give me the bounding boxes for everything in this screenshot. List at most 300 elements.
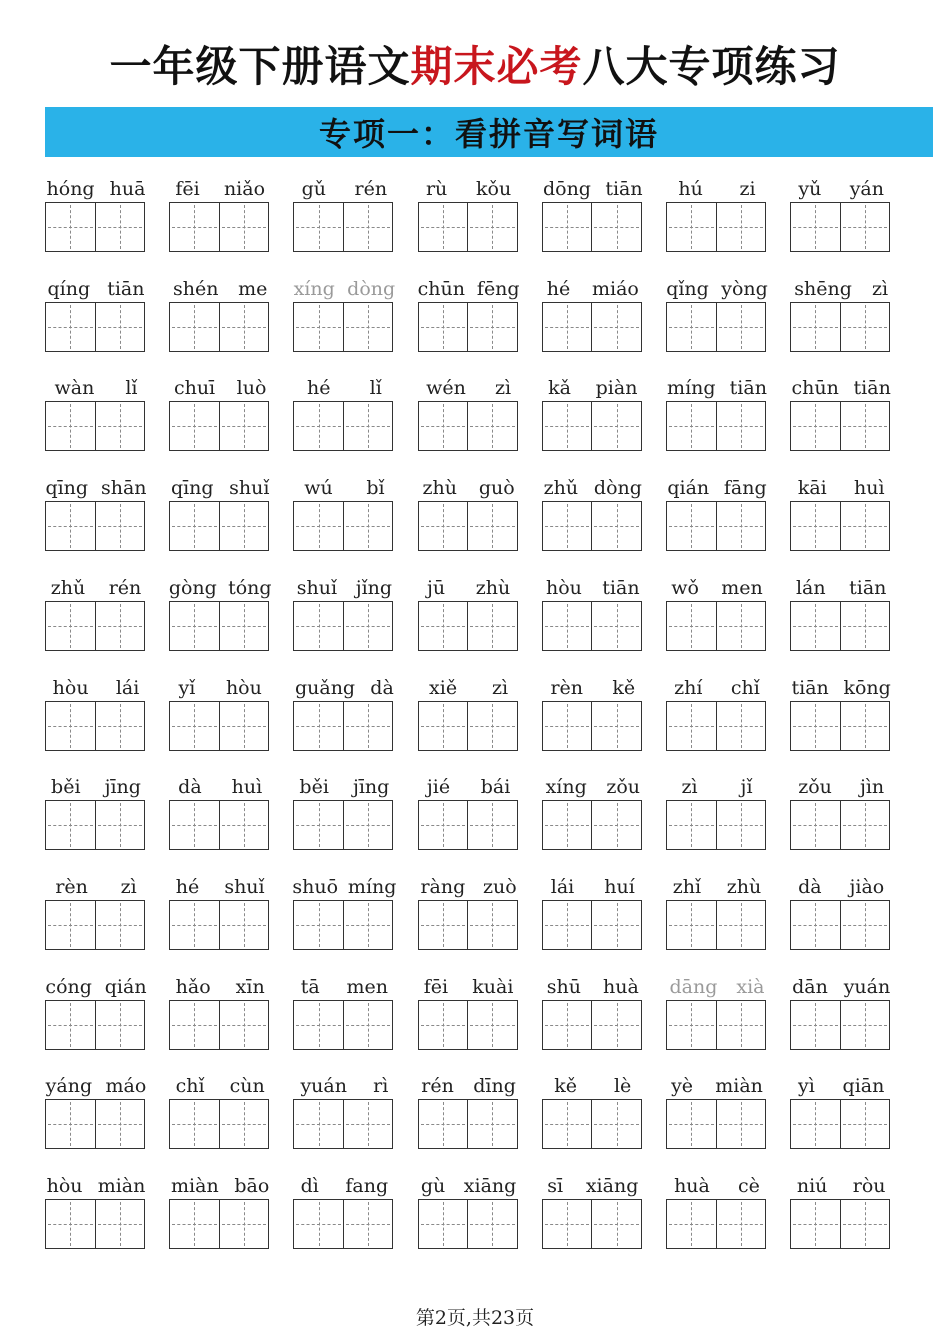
tian-zi-ge-box[interactable] <box>294 303 343 351</box>
pinyin-syllable: qián <box>104 975 147 998</box>
tian-zi-ge-box[interactable] <box>219 1100 269 1148</box>
pinyin-syllable: guǎng <box>294 676 356 699</box>
tian-zi-ge-box[interactable] <box>591 1100 641 1148</box>
pinyin-syllable: huà <box>674 1175 710 1197</box>
pinyin-label <box>660 675 774 701</box>
tian-zi-ge-box[interactable] <box>716 801 766 849</box>
tian-zi-ge-box[interactable] <box>170 901 219 949</box>
tian-zi-ge-box[interactable] <box>840 702 890 750</box>
tian-zi-ge-box[interactable] <box>543 1100 592 1148</box>
tian-zi-ge-box[interactable] <box>791 1100 840 1148</box>
tian-zi-ge-box[interactable] <box>716 702 766 750</box>
word-cell <box>666 770 768 856</box>
tian-zi-ge-box[interactable] <box>667 801 716 849</box>
title-part-2: 八大专项练习 <box>582 42 841 91</box>
pinyin-syllable: cóng <box>45 975 92 998</box>
pinyin-syllable: jiào <box>849 875 885 898</box>
pinyin-syllable: fāng <box>723 477 767 500</box>
word-cell <box>169 471 271 557</box>
tian-zi-ge-box[interactable] <box>543 1001 592 1049</box>
tian-zi-ge-box[interactable] <box>95 303 145 351</box>
tian-zi-ge-box[interactable] <box>840 602 890 650</box>
word-cell <box>666 970 768 1056</box>
pinyin-syllable: běi <box>51 776 81 799</box>
pinyin-syllable: chǐ <box>175 1075 205 1098</box>
pinyin-label <box>39 1073 153 1099</box>
word-row <box>45 471 905 557</box>
pinyin-syllable: shuǐ <box>224 875 265 898</box>
tian-zi-ge-box[interactable] <box>467 1001 517 1049</box>
tian-zi-ge-box[interactable] <box>591 602 641 650</box>
pinyin-syllable: zì <box>681 776 698 799</box>
pinyin-syllable: yáng <box>45 1075 93 1098</box>
tian-zi-ge-box[interactable] <box>791 303 840 351</box>
tian-zi-ge-pair <box>418 1099 518 1149</box>
tian-zi-ge-box[interactable] <box>667 203 716 251</box>
pinyin-syllable: kuài <box>472 975 514 998</box>
tian-zi-ge-box[interactable] <box>591 901 641 949</box>
word-cell <box>418 571 520 657</box>
pinyin-label <box>287 874 401 900</box>
tian-zi-ge-box[interactable] <box>591 502 641 550</box>
tian-zi-ge-box[interactable] <box>170 303 219 351</box>
tian-zi-ge-box[interactable] <box>219 1001 269 1049</box>
tian-zi-ge-box[interactable] <box>219 702 269 750</box>
tian-zi-ge-box[interactable] <box>543 702 592 750</box>
tian-zi-ge-box[interactable] <box>591 1001 641 1049</box>
tian-zi-ge-box[interactable] <box>467 702 517 750</box>
pinyin-syllable: zhù <box>422 477 457 500</box>
tian-zi-ge-box[interactable] <box>467 602 517 650</box>
tian-zi-ge-box[interactable] <box>667 1200 716 1248</box>
tian-zi-ge-box[interactable] <box>543 1200 592 1248</box>
tian-zi-ge-pair <box>542 800 642 850</box>
word-cell <box>45 571 147 657</box>
tian-zi-ge-box[interactable] <box>219 303 269 351</box>
tian-zi-ge-box[interactable] <box>791 602 840 650</box>
word-cell <box>542 371 644 457</box>
tian-zi-ge-box[interactable] <box>716 1100 766 1148</box>
pinyin-syllable: rèn <box>55 875 88 898</box>
tian-zi-ge-box[interactable] <box>667 303 716 351</box>
word-cell <box>542 571 644 657</box>
tian-zi-ge-pair <box>666 1099 766 1149</box>
tian-zi-ge-box[interactable] <box>419 402 468 450</box>
tian-zi-ge-box[interactable] <box>95 1200 145 1248</box>
tian-zi-ge-box[interactable] <box>343 502 393 550</box>
tian-zi-ge-box[interactable] <box>667 1001 716 1049</box>
pinyin-syllable: chūn <box>791 377 839 400</box>
pinyin-syllable: zhù <box>726 875 762 898</box>
word-cell <box>45 471 147 557</box>
pinyin-syllable: xiāng <box>585 1175 639 1197</box>
pinyin-syllable: xiě <box>429 676 458 699</box>
word-cell <box>790 571 892 657</box>
word-cell <box>418 671 520 757</box>
pinyin-label <box>163 974 277 1000</box>
tian-zi-ge-box[interactable] <box>95 1100 145 1148</box>
tian-zi-ge-box[interactable] <box>591 303 641 351</box>
tian-zi-ge-box[interactable] <box>294 801 343 849</box>
pinyin-syllable: kōng <box>843 676 891 699</box>
tian-zi-ge-box[interactable] <box>419 1200 468 1248</box>
tian-zi-ge-box[interactable] <box>170 1001 219 1049</box>
pinyin-label <box>784 774 898 800</box>
tian-zi-ge-box[interactable] <box>46 1001 95 1049</box>
tian-zi-ge-box[interactable] <box>591 702 641 750</box>
tian-zi-ge-box[interactable] <box>467 1200 517 1248</box>
tian-zi-ge-pair <box>542 1099 642 1149</box>
tian-zi-ge-box[interactable] <box>170 1100 219 1148</box>
tian-zi-ge-box[interactable] <box>419 502 468 550</box>
tian-zi-ge-box[interactable] <box>343 1100 393 1148</box>
tian-zi-ge-box[interactable] <box>543 402 592 450</box>
word-cell <box>293 272 395 358</box>
tian-zi-ge-box[interactable] <box>791 502 840 550</box>
tian-zi-ge-box[interactable] <box>667 502 716 550</box>
pinyin-syllable: tā <box>300 975 320 998</box>
pinyin-syllable: yán <box>849 178 884 200</box>
tian-zi-ge-pair <box>293 501 393 551</box>
tian-zi-ge-box[interactable] <box>294 203 343 251</box>
pinyin-label <box>412 874 526 900</box>
tian-zi-ge-box[interactable] <box>791 402 840 450</box>
tian-zi-ge-pair <box>790 202 890 252</box>
tian-zi-ge-box[interactable] <box>716 602 766 650</box>
word-cell <box>666 870 768 956</box>
pinyin-syllable: qīng <box>45 477 89 500</box>
tian-zi-ge-box[interactable] <box>46 801 95 849</box>
tian-zi-ge-box[interactable] <box>294 402 343 450</box>
word-row <box>45 770 905 856</box>
tian-zi-ge-box[interactable] <box>840 1001 890 1049</box>
tian-zi-ge-box[interactable] <box>294 1200 343 1248</box>
tian-zi-ge-box[interactable] <box>419 702 468 750</box>
tian-zi-ge-pair <box>542 401 642 451</box>
tian-zi-ge-pair <box>790 501 890 551</box>
tian-zi-ge-box[interactable] <box>95 801 145 849</box>
pinyin-syllable: lǐ <box>369 377 382 400</box>
pinyin-syllable: zǒu <box>606 776 640 799</box>
word-cell <box>293 571 395 657</box>
word-cell <box>790 471 892 557</box>
tian-zi-ge-box[interactable] <box>591 203 641 251</box>
tian-zi-ge-box[interactable] <box>46 402 95 450</box>
tian-zi-ge-box[interactable] <box>467 303 517 351</box>
pinyin-label <box>39 874 153 900</box>
tian-zi-ge-box[interactable] <box>95 502 145 550</box>
tian-zi-ge-box[interactable] <box>716 402 766 450</box>
pinyin-syllable: chuī <box>173 377 216 400</box>
word-cell <box>169 272 271 358</box>
pinyin-syllable: jū <box>426 576 446 599</box>
word-cell <box>45 172 147 258</box>
pinyin-label <box>660 774 774 800</box>
tian-zi-ge-box[interactable] <box>716 901 766 949</box>
tian-zi-ge-box[interactable] <box>294 1001 343 1049</box>
tian-zi-ge-pair <box>45 800 145 850</box>
word-cell <box>790 770 892 856</box>
tian-zi-ge-box[interactable] <box>46 602 95 650</box>
pinyin-syllable: xíng <box>545 776 587 799</box>
tian-zi-ge-pair <box>666 800 766 850</box>
tian-zi-ge-box[interactable] <box>467 502 517 550</box>
tian-zi-ge-box[interactable] <box>419 1001 468 1049</box>
tian-zi-ge-pair <box>293 1199 393 1249</box>
pinyin-label <box>536 575 650 601</box>
pinyin-syllable: jīng <box>352 776 390 799</box>
tian-zi-ge-box[interactable] <box>170 402 219 450</box>
tian-zi-ge-box[interactable] <box>219 502 269 550</box>
tian-zi-ge-box[interactable] <box>343 1001 393 1049</box>
word-cell <box>418 970 520 1056</box>
word-cell <box>169 671 271 757</box>
tian-zi-ge-box[interactable] <box>219 1200 269 1248</box>
pinyin-syllable: zì <box>494 377 512 400</box>
tian-zi-ge-box[interactable] <box>95 402 145 450</box>
tian-zi-ge-box[interactable] <box>791 801 840 849</box>
tian-zi-ge-box[interactable] <box>46 502 95 550</box>
word-cell <box>666 571 768 657</box>
tian-zi-ge-box[interactable] <box>716 1200 766 1248</box>
tian-zi-ge-box[interactable] <box>840 303 890 351</box>
tian-zi-ge-box[interactable] <box>667 1100 716 1148</box>
tian-zi-ge-box[interactable] <box>667 602 716 650</box>
pinyin-label <box>660 874 774 900</box>
pinyin-syllable: jìn <box>859 776 885 799</box>
tian-zi-ge-box[interactable] <box>294 602 343 650</box>
tian-zi-ge-box[interactable] <box>46 203 95 251</box>
tian-zi-ge-box[interactable] <box>219 203 269 251</box>
pinyin-syllable: wǒ <box>671 576 699 599</box>
tian-zi-ge-pair <box>293 601 393 651</box>
tian-zi-ge-box[interactable] <box>791 203 840 251</box>
tian-zi-ge-pair <box>293 1000 393 1050</box>
pinyin-syllable: huí <box>604 875 635 898</box>
pinyin-label <box>412 675 526 701</box>
pinyin-label <box>536 1073 650 1099</box>
pinyin-syllable: tiān <box>605 178 643 200</box>
tian-zi-ge-box[interactable] <box>46 1200 95 1248</box>
word-cell <box>293 770 395 856</box>
tian-zi-ge-box[interactable] <box>716 203 766 251</box>
tian-zi-ge-box[interactable] <box>170 801 219 849</box>
tian-zi-ge-box[interactable] <box>667 402 716 450</box>
word-cell <box>169 571 271 657</box>
tian-zi-ge-pair <box>790 1000 890 1050</box>
pinyin-syllable: piàn <box>595 377 638 400</box>
tian-zi-ge-box[interactable] <box>467 203 517 251</box>
tian-zi-ge-box[interactable] <box>343 702 393 750</box>
pinyin-syllable: dà <box>798 875 822 898</box>
pinyin-syllable: xíng <box>293 277 335 300</box>
tian-zi-ge-box[interactable] <box>219 402 269 450</box>
tian-zi-ge-box[interactable] <box>343 602 393 650</box>
pinyin-syllable: lán <box>795 576 826 599</box>
tian-zi-ge-box[interactable] <box>840 801 890 849</box>
pinyin-syllable: kǎ <box>548 377 571 400</box>
tian-zi-ge-box[interactable] <box>46 303 95 351</box>
pinyin-syllable: chūn <box>417 277 465 300</box>
pinyin-syllable: jīng <box>104 776 141 799</box>
tian-zi-ge-box[interactable] <box>95 602 145 650</box>
word-cell <box>790 172 892 258</box>
tian-zi-ge-box[interactable] <box>95 702 145 750</box>
word-row <box>45 272 905 358</box>
pinyin-syllable: dòng <box>347 277 396 300</box>
pinyin-syllable: kě <box>612 676 636 699</box>
tian-zi-ge-box[interactable] <box>95 1001 145 1049</box>
word-cell <box>45 272 147 358</box>
tian-zi-ge-box[interactable] <box>294 901 343 949</box>
tian-zi-ge-box[interactable] <box>791 901 840 949</box>
tian-zi-ge-box[interactable] <box>667 901 716 949</box>
tian-zi-ge-box[interactable] <box>716 303 766 351</box>
tian-zi-ge-box[interactable] <box>343 1200 393 1248</box>
pinyin-syllable: shēng <box>794 277 852 300</box>
tian-zi-ge-box[interactable] <box>840 502 890 550</box>
word-cell <box>169 970 271 1056</box>
tian-zi-ge-box[interactable] <box>543 901 592 949</box>
word-cell <box>293 1169 395 1255</box>
tian-zi-ge-box[interactable] <box>467 1100 517 1148</box>
word-cell <box>169 870 271 956</box>
pinyin-syllable: míng <box>667 377 716 400</box>
word-cell <box>542 272 644 358</box>
pinyin-label <box>660 176 774 202</box>
tian-zi-ge-box[interactable] <box>170 502 219 550</box>
tian-zi-ge-box[interactable] <box>219 901 269 949</box>
tian-zi-ge-box[interactable] <box>419 801 468 849</box>
tian-zi-ge-box[interactable] <box>543 801 592 849</box>
tian-zi-ge-box[interactable] <box>46 702 95 750</box>
word-cell <box>666 371 768 457</box>
tian-zi-ge-box[interactable] <box>294 502 343 550</box>
tian-zi-ge-box[interactable] <box>543 602 592 650</box>
tian-zi-ge-pair <box>45 401 145 451</box>
pinyin-label <box>287 1173 401 1199</box>
pinyin-syllable: rén <box>421 1075 454 1098</box>
pinyin-label <box>163 475 277 501</box>
word-cell <box>666 671 768 757</box>
word-cell <box>542 172 644 258</box>
word-cell <box>293 172 395 258</box>
tian-zi-ge-box[interactable] <box>170 1200 219 1248</box>
tian-zi-ge-box[interactable] <box>343 901 393 949</box>
tian-zi-ge-box[interactable] <box>294 1100 343 1148</box>
tian-zi-ge-box[interactable] <box>343 203 393 251</box>
tian-zi-ge-box[interactable] <box>667 702 716 750</box>
tian-zi-ge-box[interactable] <box>716 502 766 550</box>
tian-zi-ge-pair <box>45 501 145 551</box>
tian-zi-ge-box[interactable] <box>219 602 269 650</box>
pinyin-syllable: me <box>238 277 268 300</box>
pinyin-label <box>39 774 153 800</box>
tian-zi-ge-box[interactable] <box>543 502 592 550</box>
tian-zi-ge-box[interactable] <box>294 702 343 750</box>
tian-zi-ge-box[interactable] <box>419 1100 468 1148</box>
tian-zi-ge-box[interactable] <box>840 1200 890 1248</box>
tian-zi-ge-box[interactable] <box>219 801 269 849</box>
tian-zi-ge-pair <box>666 1199 766 1249</box>
tian-zi-ge-pair <box>790 800 890 850</box>
pinyin-syllable: yòng <box>721 277 768 300</box>
tian-zi-ge-box[interactable] <box>343 801 393 849</box>
tian-zi-ge-box[interactable] <box>343 303 393 351</box>
tian-zi-ge-box[interactable] <box>170 702 219 750</box>
pinyin-label <box>39 675 153 701</box>
pinyin-syllable: zhǔ <box>543 477 579 500</box>
tian-zi-ge-box[interactable] <box>467 402 517 450</box>
word-cell <box>542 671 644 757</box>
pinyin-syllable: yuán <box>300 1075 347 1098</box>
tian-zi-ge-pair <box>418 900 518 950</box>
tian-zi-ge-box[interactable] <box>591 402 641 450</box>
word-cell <box>293 1069 395 1155</box>
tian-zi-ge-box[interactable] <box>840 203 890 251</box>
pinyin-label <box>39 276 153 302</box>
tian-zi-ge-box[interactable] <box>95 203 145 251</box>
pinyin-syllable: tiān <box>107 277 145 300</box>
tian-zi-ge-box[interactable] <box>543 203 592 251</box>
tian-zi-ge-box[interactable] <box>791 702 840 750</box>
tian-zi-ge-box[interactable] <box>840 402 890 450</box>
pinyin-syllable: qíng <box>47 277 91 300</box>
tian-zi-ge-box[interactable] <box>543 303 592 351</box>
pinyin-writing-grid <box>45 172 905 1252</box>
pinyin-syllable: hòu <box>225 676 262 699</box>
tian-zi-ge-box[interactable] <box>343 402 393 450</box>
tian-zi-ge-box[interactable] <box>419 901 468 949</box>
tian-zi-ge-box[interactable] <box>791 1001 840 1049</box>
pinyin-syllable: wàn <box>54 377 95 400</box>
tian-zi-ge-box[interactable] <box>46 901 95 949</box>
tian-zi-ge-box[interactable] <box>467 901 517 949</box>
tian-zi-ge-pair <box>418 1000 518 1050</box>
pinyin-syllable: tiān <box>849 576 887 599</box>
tian-zi-ge-box[interactable] <box>170 602 219 650</box>
tian-zi-ge-box[interactable] <box>419 203 468 251</box>
pinyin-syllable: miàn <box>97 1175 146 1197</box>
word-cell <box>169 172 271 258</box>
tian-zi-ge-box[interactable] <box>591 1200 641 1248</box>
pinyin-label <box>660 276 774 302</box>
pinyin-label <box>412 1073 526 1099</box>
pinyin-syllable: miàn <box>171 1175 219 1197</box>
pinyin-label <box>660 1173 774 1199</box>
word-cell <box>666 272 768 358</box>
pinyin-label <box>660 974 774 1000</box>
tian-zi-ge-box[interactable] <box>467 801 517 849</box>
pinyin-syllable: ròu <box>852 1175 886 1197</box>
tian-zi-ge-box[interactable] <box>716 1001 766 1049</box>
tian-zi-ge-box[interactable] <box>419 303 468 351</box>
tian-zi-ge-box[interactable] <box>170 203 219 251</box>
tian-zi-ge-box[interactable] <box>95 901 145 949</box>
pinyin-syllable: rì <box>373 1075 389 1098</box>
tian-zi-ge-box[interactable] <box>840 901 890 949</box>
tian-zi-ge-box[interactable] <box>791 1200 840 1248</box>
tian-zi-ge-box[interactable] <box>840 1100 890 1148</box>
tian-zi-ge-box[interactable] <box>419 602 468 650</box>
tian-zi-ge-box[interactable] <box>46 1100 95 1148</box>
tian-zi-ge-pair <box>666 302 766 352</box>
tian-zi-ge-pair <box>666 1000 766 1050</box>
pinyin-syllable: běi <box>299 776 329 799</box>
tian-zi-ge-box[interactable] <box>591 801 641 849</box>
pinyin-syllable: dīng <box>473 1075 516 1098</box>
pinyin-label <box>287 974 401 1000</box>
